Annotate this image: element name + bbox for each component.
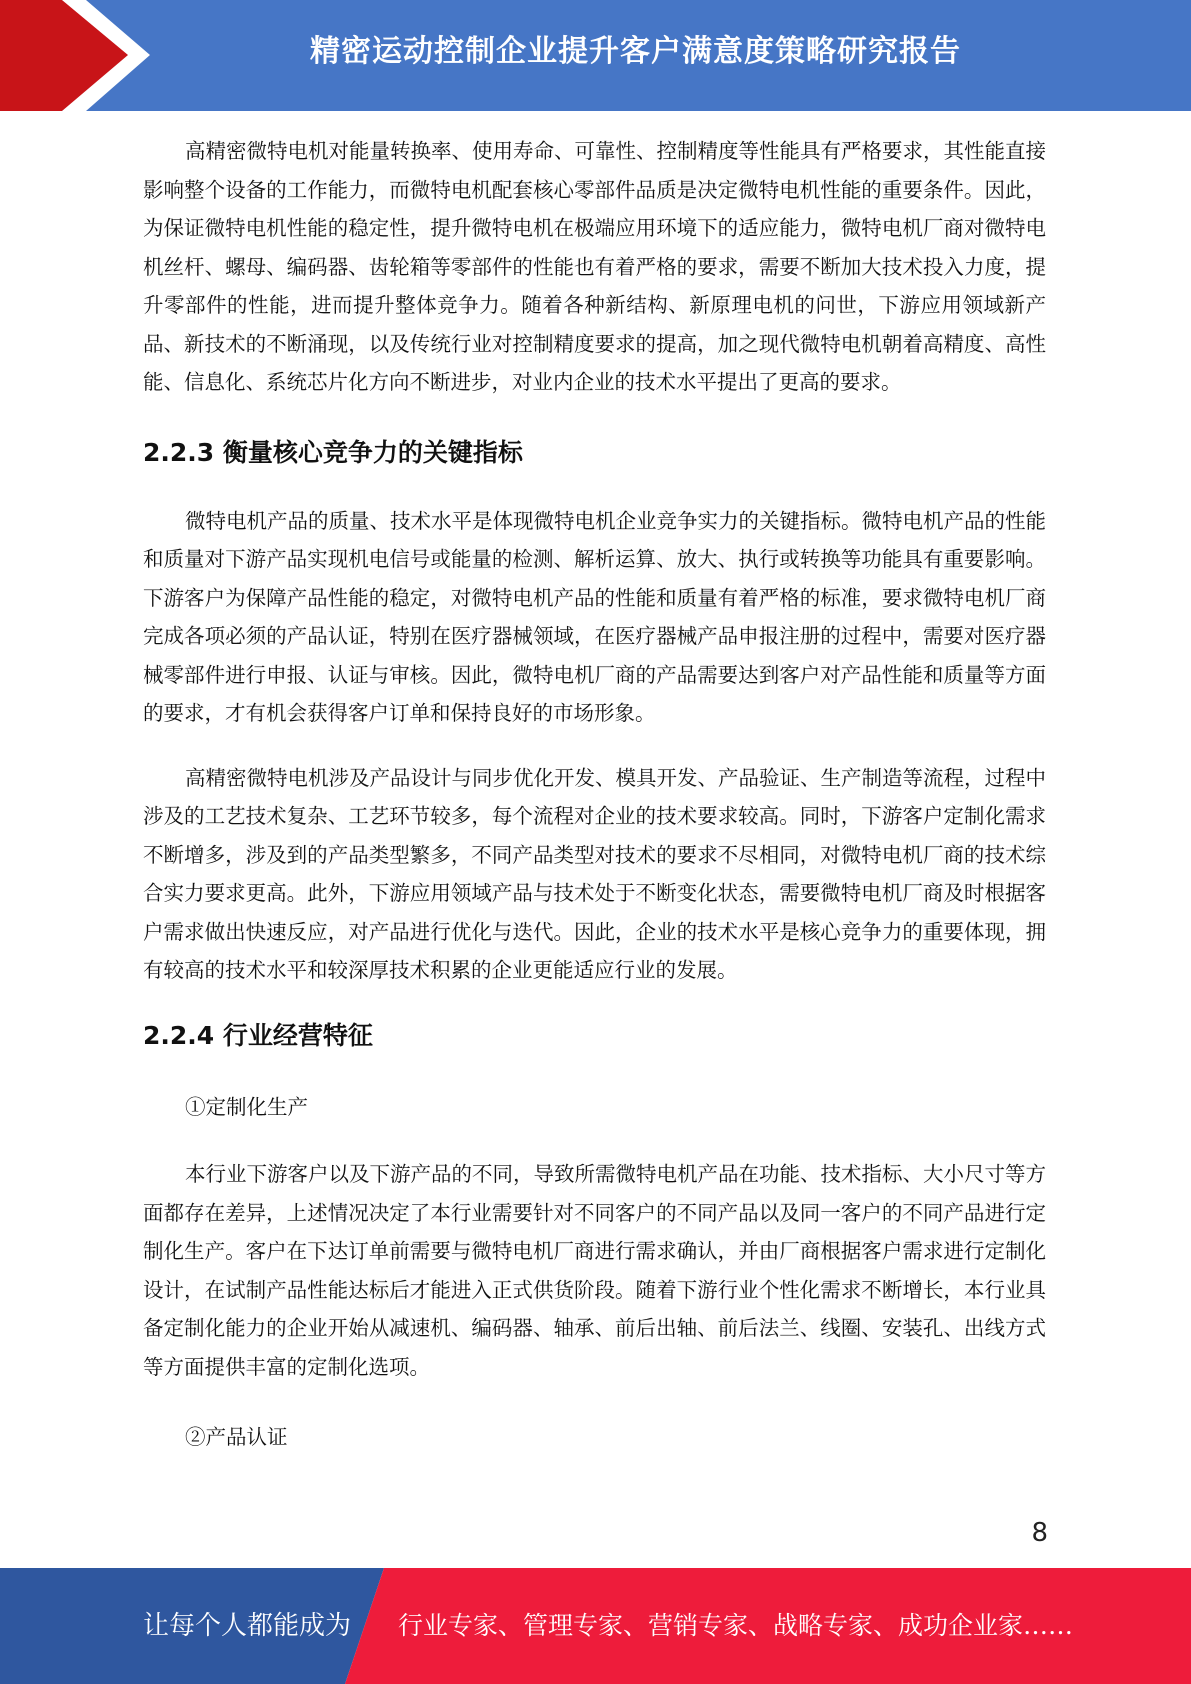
header-title: 精密运动控制企业提升客户满意度策略研究报告 <box>310 34 961 69</box>
paragraph: 高精密微特电机涉及产品设计与同步优化开发、模具开发、产品验证、生产制造等流程，过程中涉及的工艺技术复杂、工艺环节较多，每个流程对企业的技术要求较高。同时，下游客户定制化需求不断增多，涉及到的产品类型繁多，不同产品类型对技术的要求不尽相同，对微特电机厂商的技术综合实力要求更高。此外，下游应用领域产品与技术处于不断变化状态，需要微特电机厂商及时根据客户需求做出快速反应，对产品进行优化与迭代。因此，企业的技术水平是核心竞争力的重要体现，拥有较高的技术水平和较深厚技术积累的企业更能适应行业的发展。 <box>143 765 1046 982</box>
paragraph: 微特电机产品的质量、技术水平是体现微特电机企业竞争实力的关键指标。微特电机产品的性能和质量对下游产品实现机电信号或能量的检测、解析运算、放大、执行或转换等功能具有重要影响。下游客户为保障产品性能的稳定，对微特电机产品的性能和质量有着严格的标准，要求微特电机厂商完成各项必须的产品认证，特别在医疗器械领域，在医疗器械产品申报注册的过程中，需要对医疗器械零部件进行申报、认证与审核。因此，微特电机厂商的产品需要达到客户对产品性能和质量等方面的要求，才有机会获得客户订单和保持良好的市场形象。 <box>143 508 1046 725</box>
section-heading: 2.2.4 行业经营特征 <box>143 1020 373 1050</box>
footer-slogan-left: 让每个人都能成为 <box>143 1611 352 1641</box>
list-item-label: ②产品认证 <box>185 1425 288 1449</box>
section-heading: 2.2.3 衡量核心竞争力的关键指标 <box>143 437 523 467</box>
report-body <box>143 132 1046 1457</box>
page-number: 8 <box>1031 1518 1048 1548</box>
page-header <box>0 0 1191 111</box>
paragraph: 高精密微特电机对能量转换率、使用寿命、可靠性、控制精度等性能具有严格要求，其性能直接影响整个设备的工作能力，而微特电机配套核心零部件品质是决定微特电机性能的重要条件。因此，为保证微特电机性能的稳定性，提升微特电机在极端应用环境下的适应能力，微特电机厂商对微特电机丝杆、螺母、编码器、齿轮箱等零部件的性能也有着严格的要求，需要不断加大技术投入力度，提升零部件的性能，进而提升整体竞争力。随着各种新结构、新原理电机的问世，下游应用领域新产品、新技术的不断涌现，以及传统行业对控制精度要求的提高，加之现代微特电机朝着高精度、高性能、信息化、系统芯片化方向不断进步，对业内企业的技术水平提出了更高的要求。 <box>143 139 1046 394</box>
list-item-label: ①定制化生产 <box>185 1094 308 1119</box>
paragraph: 本行业下游客户以及下游产品的不同，导致所需微特电机产品在功能、技术指标、大小尺寸等方面都存在差异，上述情况决定了本行业需要针对不同客户的不同产品以及同一客户的不同产品进行定制化生产。客户在下达订单前需要与微特电机厂商进行需求确认，并由厂商根据客户需求进行定制化设计，在试制产品性能达标后才能进入正式供货阶段。随着下游行业个性化需求不断增长，本行业具备定制化能力的企业开始从减速机、编码器、轴承、前后出轴、前后法兰、线圈、安装孔、出线方式等方面提供丰富的定制化选项。 <box>143 1162 1046 1379</box>
page-footer <box>0 1568 1191 1684</box>
footer-slogan-right: 行业专家、管理专家、营销专家、战略专家、成功企业家…… <box>398 1611 1074 1640</box>
